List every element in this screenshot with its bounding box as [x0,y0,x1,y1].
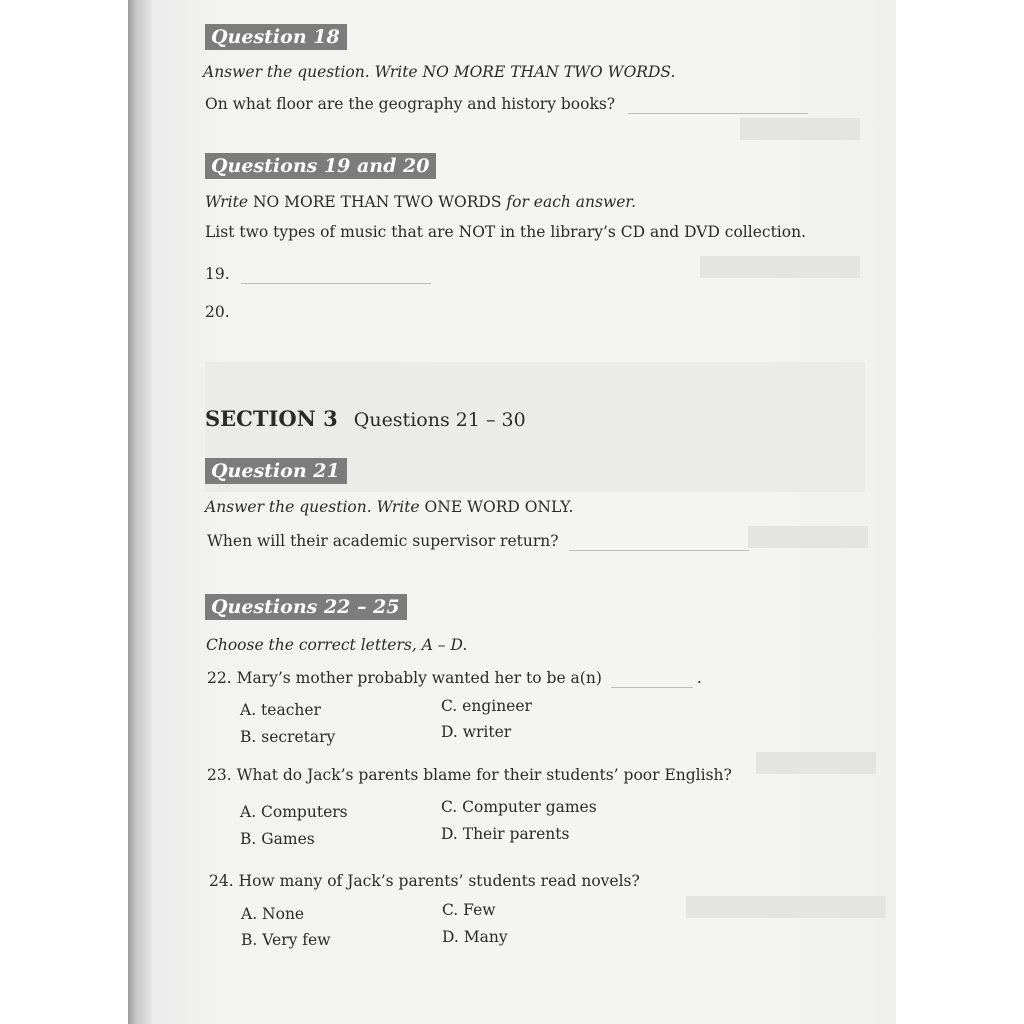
answer-blank-19[interactable] [241,283,431,284]
option-23-a[interactable]: A. Computers [240,803,348,821]
questions-19-20-instruction [205,192,636,212]
option-22-b[interactable]: B. secretary [240,728,336,746]
option-24-c[interactable]: C. Few [442,901,496,919]
question-21-prompt: When will their academic supervisor return? [207,532,559,550]
question-number-20: 20. [205,303,230,321]
instruction-prefix: Write [205,193,249,211]
answer-line-20 [205,302,230,322]
question-18-tag: Question 18 [205,24,347,50]
question-22-stem [207,668,702,688]
option-24-d[interactable]: D. Many [442,928,508,946]
answer-blank-18[interactable] [628,113,808,114]
question-18-prompt: On what floor are the geography and history books? [205,95,616,113]
questions-19-20-tag: Questions 19 and 20 [205,153,436,179]
answer-line-19 [205,264,431,284]
instruction-caps: NO MORE THAN TWO WORDS [252,193,502,211]
show-through-box [748,526,868,548]
question-23-stem: 23. What do Jack’s parents blame for their students’ poor English? [207,766,732,784]
section-3-subtitle: Questions 21 – 30 [353,409,526,431]
show-through-box [686,896,886,918]
question-18-text [205,94,808,114]
instruction-caps: ONE WORD ONLY. [424,498,574,516]
question-22-prompt: 22. Mary’s mother probably wanted her to be a(n) [207,669,602,687]
book-right-margin [896,0,1024,1024]
option-22-a[interactable]: A. teacher [240,701,321,719]
instruction-prefix: Answer the question. Write [205,498,420,516]
question-21-instruction [205,497,573,517]
option-24-a[interactable]: A. None [241,905,305,923]
book-left-margin [0,0,128,1024]
questions-19-20-text: List two types of music that are NOT in the library’s CD and DVD collection. [205,223,807,241]
answer-blank-21[interactable] [569,550,749,551]
questions-22-25-instruction: Choose the correct letters, A – D. [206,636,468,654]
section-3-title: SECTION 3 [205,406,338,431]
show-through-box [700,256,860,278]
question-22-period: . [696,669,702,687]
question-number-19: 19. [205,265,230,283]
option-22-d[interactable]: D. writer [441,723,512,741]
show-through-box [740,118,860,140]
questions-22-25-tag: Questions 22 – 25 [205,594,407,620]
option-23-d[interactable]: D. Their parents [441,825,570,843]
section-3-heading [205,406,526,431]
question-24-stem: 24. How many of Jack’s parents’ students read novels? [209,872,640,890]
option-24-b[interactable]: B. Very few [241,931,331,949]
book-spine-shadow [128,0,152,1024]
question-18-instruction: Answer the question. Write NO MORE THAN TWO WORDS. [203,63,676,81]
option-23-b[interactable]: B. Games [240,830,315,848]
option-22-c[interactable]: C. engineer [441,697,532,715]
instruction-suffix: for each answer. [506,193,637,211]
option-23-c[interactable]: C. Computer games [441,798,597,816]
question-21-text [207,531,749,551]
show-through-box [756,752,876,774]
question-21-tag: Question 21 [205,458,347,484]
answer-blank-22[interactable] [611,687,693,688]
